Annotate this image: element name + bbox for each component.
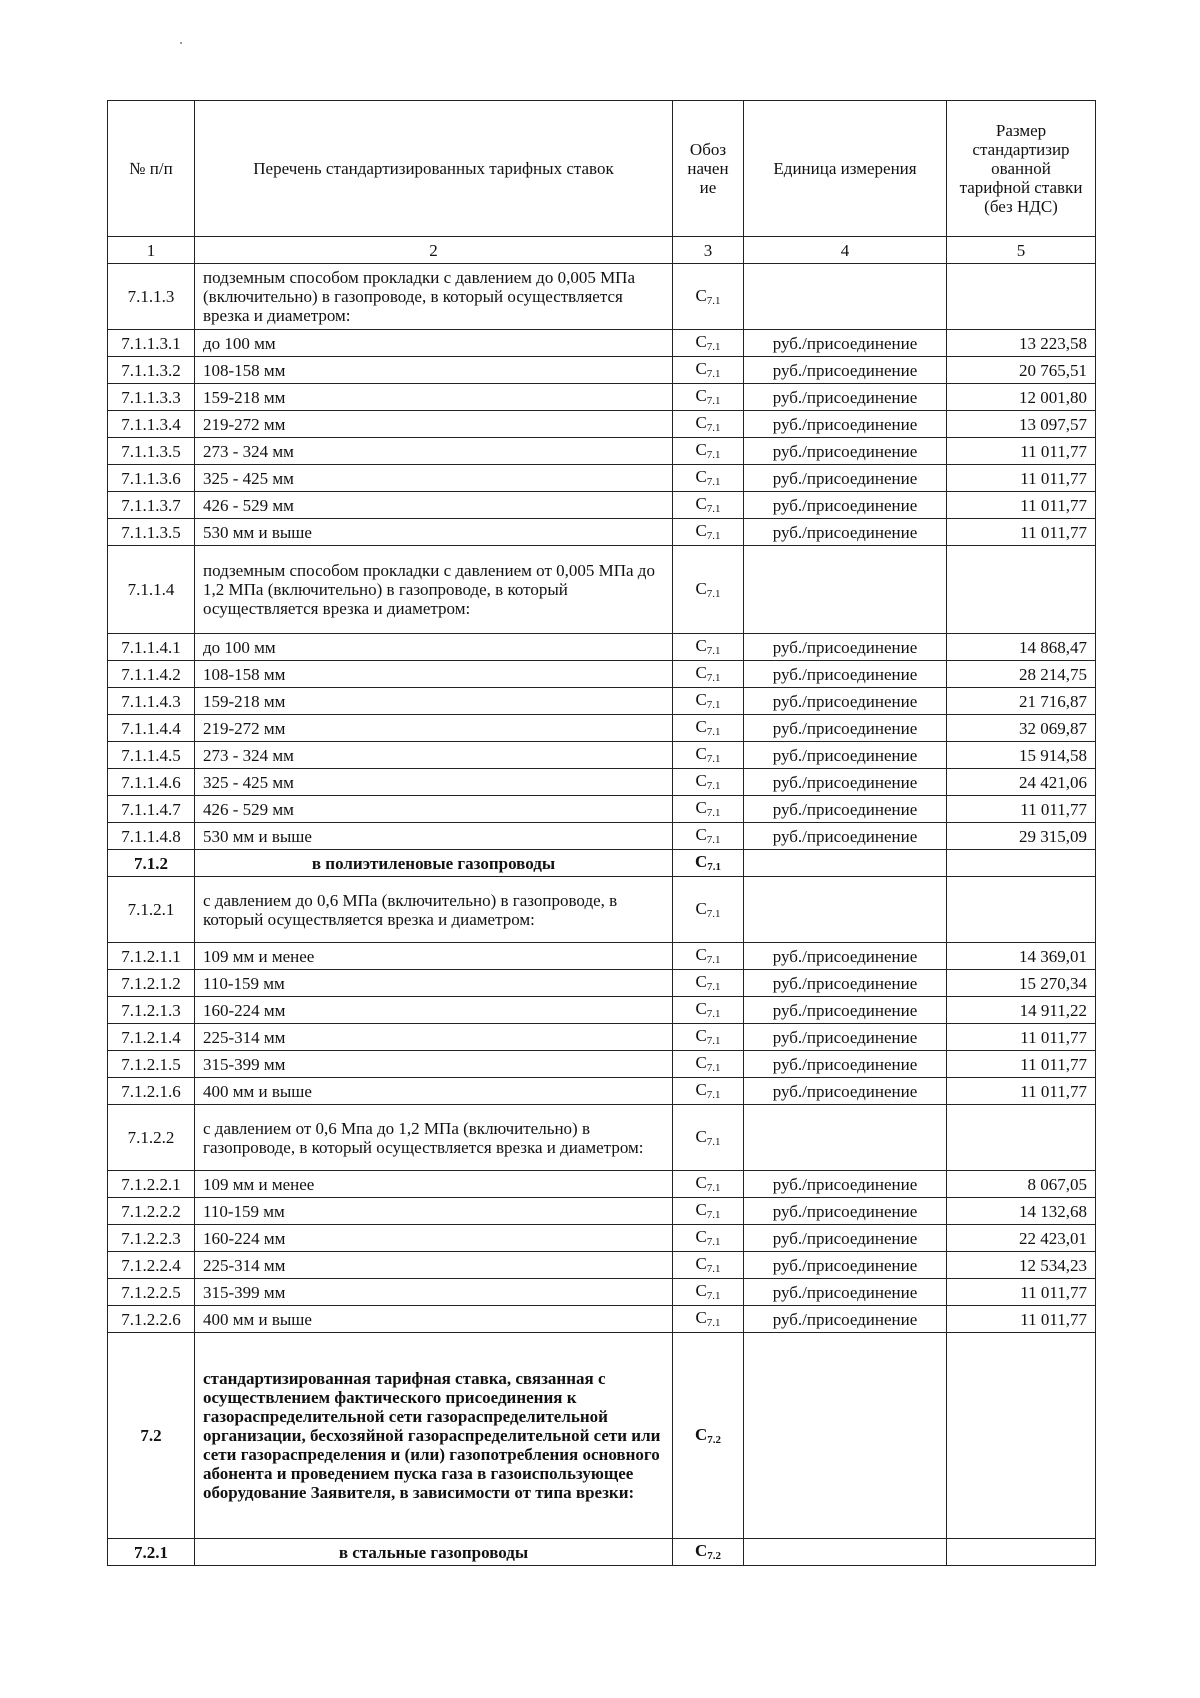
designation-symbol: С (695, 1080, 707, 1099)
row-number: 7.1.2 (108, 850, 195, 877)
row-description: 315-399 мм (195, 1279, 673, 1306)
row-unit: руб./присоединение (744, 411, 947, 438)
row-rate-value: 11 011,77 (947, 492, 1096, 519)
designation-symbol: С (695, 999, 707, 1018)
designation-subscript: 7.1 (706, 672, 721, 684)
designation-symbol: С (695, 386, 707, 405)
row-number: 7.1.1.4.6 (108, 769, 195, 796)
row-rate-value: 11 011,77 (947, 438, 1096, 465)
row-rate-value: 11 011,77 (947, 1279, 1096, 1306)
row-unit (744, 850, 947, 877)
row-designation (673, 438, 744, 465)
row-description: 400 мм и выше (195, 1078, 673, 1105)
scan-speck (180, 42, 182, 44)
row-designation (673, 411, 744, 438)
designation-symbol: С (695, 690, 707, 709)
designation-subscript: 7.1 (706, 1135, 721, 1148)
table-row (108, 546, 1096, 634)
row-unit: руб./присоединение (744, 357, 947, 384)
row-designation (673, 688, 744, 715)
row-number: 7.1.2.1.6 (108, 1078, 195, 1105)
designation-symbol: С (695, 1308, 707, 1327)
row-unit: руб./присоединение (744, 1279, 947, 1306)
row-description: 225-314 мм (195, 1252, 673, 1279)
designation-subscript: 7.1 (706, 1182, 721, 1194)
row-description: 426 - 529 мм (195, 492, 673, 519)
row-designation (673, 850, 744, 877)
table-row (108, 1306, 1096, 1333)
designation-symbol: С (695, 1281, 707, 1300)
row-unit: руб./присоединение (744, 1078, 947, 1105)
designation-symbol: С (695, 945, 707, 964)
designation-subscript: 7.1 (706, 341, 721, 353)
table-row (108, 1078, 1096, 1105)
row-rate-value: 29 315,09 (947, 823, 1096, 850)
row-number: 7.1.2.1 (108, 877, 195, 943)
designation-subscript: 7.1 (706, 1062, 721, 1074)
row-rate-value: 14 132,68 (947, 1198, 1096, 1225)
row-description: подземным способом прокладки с давлением до 0,005 МПа (включительно) в газопроводе, в который осуществляется врезка и диаметром: (195, 264, 673, 330)
designation-subscript: 7.1 (706, 422, 721, 434)
designation-subscript: 7.1 (706, 503, 721, 515)
designation-symbol: С (695, 898, 707, 918)
column-number-5: 5 (947, 237, 1096, 264)
row-designation (673, 742, 744, 769)
designation-subscript: 7.1 (706, 780, 721, 792)
table-row (108, 796, 1096, 823)
table-row (108, 688, 1096, 715)
row-unit: руб./присоединение (744, 742, 947, 769)
row-rate-value: 15 914,58 (947, 742, 1096, 769)
designation-symbol: С (695, 771, 707, 790)
row-unit (744, 546, 947, 634)
row-number: 7.1.1.3.1 (108, 330, 195, 357)
table-row (108, 465, 1096, 492)
row-designation (673, 1171, 744, 1198)
row-number: 7.1.1.4.1 (108, 634, 195, 661)
row-description: 109 мм и менее (195, 1171, 673, 1198)
table-row (108, 823, 1096, 850)
table-row (108, 1024, 1096, 1051)
table-row (108, 492, 1096, 519)
row-number: 7.1.1.3.6 (108, 465, 195, 492)
row-description: 273 - 324 мм (195, 438, 673, 465)
row-description: в стальные газопроводы (195, 1539, 673, 1566)
table-row (108, 877, 1096, 943)
row-designation (673, 264, 744, 330)
row-unit: руб./присоединение (744, 330, 947, 357)
row-rate-value: 28 214,75 (947, 661, 1096, 688)
designation-subscript: 7.1 (706, 954, 721, 966)
row-rate-value (947, 264, 1096, 330)
designation-subscript: 7.1 (706, 476, 721, 488)
row-rate-value: 11 011,77 (947, 465, 1096, 492)
table-row (108, 357, 1096, 384)
row-number: 7.1.2.1.4 (108, 1024, 195, 1051)
table-row (108, 943, 1096, 970)
designation-subscript: 7.1 (706, 587, 721, 600)
column-number-2: 2 (195, 237, 673, 264)
row-rate-value: 11 011,77 (947, 519, 1096, 546)
table-row (108, 1105, 1096, 1171)
table-row (108, 1333, 1096, 1539)
row-unit (744, 264, 947, 330)
table-row (108, 1225, 1096, 1252)
row-number: 7.1.2.2.3 (108, 1225, 195, 1252)
row-rate-value: 20 765,51 (947, 357, 1096, 384)
row-designation (673, 997, 744, 1024)
designation-symbol: С (695, 717, 707, 736)
row-number: 7.1.1.3.7 (108, 492, 195, 519)
header-number: № п/п (108, 101, 195, 237)
designation-subscript: 7.1 (706, 1089, 721, 1101)
row-designation (673, 519, 744, 546)
row-designation (673, 1306, 744, 1333)
row-description: 325 - 425 мм (195, 769, 673, 796)
designation-subscript: 7.2 (707, 1550, 722, 1562)
row-designation (673, 943, 744, 970)
table-row (108, 330, 1096, 357)
designation-symbol: С (694, 1541, 708, 1560)
row-rate-value (947, 877, 1096, 943)
row-description: подземным способом прокладки с давлением от 0,005 МПа до 1,2 МПа (включительно) в газопроводе, в который осуществляется врезка и диаметром: (195, 546, 673, 634)
row-unit: руб./присоединение (744, 796, 947, 823)
row-designation (673, 970, 744, 997)
designation-subscript: 7.1 (707, 861, 722, 873)
header-rates-list: Перечень стандартизированных тарифных ставок (195, 101, 673, 237)
row-number: 7.1.2.1.5 (108, 1051, 195, 1078)
row-designation (673, 769, 744, 796)
row-unit: руб./присоединение (744, 1198, 947, 1225)
designation-subscript: 7.1 (706, 1236, 721, 1248)
row-unit: руб./присоединение (744, 1306, 947, 1333)
row-number: 7.1.1.4.5 (108, 742, 195, 769)
row-designation (673, 823, 744, 850)
designation-subscript: 7.1 (706, 1008, 721, 1020)
row-number: 7.1.1.4.2 (108, 661, 195, 688)
row-rate-value: 15 270,34 (947, 970, 1096, 997)
row-unit (744, 1539, 947, 1566)
designation-symbol: С (695, 825, 707, 844)
row-rate-value: 8 067,05 (947, 1171, 1096, 1198)
designation-symbol: С (694, 1424, 708, 1444)
row-rate-value: 13 097,57 (947, 411, 1096, 438)
row-rate-value: 11 011,77 (947, 1306, 1096, 1333)
designation-subscript: 7.1 (706, 449, 721, 461)
designation-symbol: С (695, 798, 707, 817)
row-rate-value: 21 716,87 (947, 688, 1096, 715)
table-row (108, 1279, 1096, 1306)
row-number: 7.1.2.2.2 (108, 1198, 195, 1225)
designation-subscript: 7.1 (706, 395, 721, 407)
designation-subscript: 7.1 (706, 1290, 721, 1302)
row-unit: руб./присоединение (744, 492, 947, 519)
row-number: 7.2 (108, 1333, 195, 1539)
row-designation (673, 1051, 744, 1078)
row-rate-value: 11 011,77 (947, 1024, 1096, 1051)
designation-subscript: 7.1 (706, 753, 721, 765)
designation-symbol: С (695, 972, 707, 991)
header-designation: Обоз начен ие (673, 101, 744, 237)
row-description: 426 - 529 мм (195, 796, 673, 823)
row-unit: руб./присоединение (744, 1171, 947, 1198)
row-rate-value: 14 369,01 (947, 943, 1096, 970)
table-row (108, 1252, 1096, 1279)
designation-subscript: 7.1 (706, 1209, 721, 1221)
table-row (108, 715, 1096, 742)
row-description: 110-159 мм (195, 970, 673, 997)
row-unit: руб./присоединение (744, 823, 947, 850)
row-rate-value: 12 534,23 (947, 1252, 1096, 1279)
column-number-3: 3 (673, 237, 744, 264)
row-number: 7.2.1 (108, 1539, 195, 1566)
row-unit: руб./присоединение (744, 970, 947, 997)
row-number: 7.1.1.4.4 (108, 715, 195, 742)
row-number: 7.1.2.2.5 (108, 1279, 195, 1306)
row-description: с давлением до 0,6 МПа (включительно) в газопроводе, в который осуществляется врезка и диаметром: (195, 877, 673, 943)
designation-symbol: С (695, 521, 707, 540)
row-rate-value: 32 069,87 (947, 715, 1096, 742)
row-unit (744, 877, 947, 943)
table-row (108, 1051, 1096, 1078)
row-designation (673, 661, 744, 688)
row-designation (673, 715, 744, 742)
designation-symbol: С (695, 413, 707, 432)
row-rate-value (947, 1539, 1096, 1566)
row-rate-value (947, 850, 1096, 877)
designation-symbol: С (695, 467, 707, 486)
row-number: 7.1.1.3.5 (108, 438, 195, 465)
row-number: 7.1.2.2.4 (108, 1252, 195, 1279)
row-unit: руб./присоединение (744, 943, 947, 970)
row-unit: руб./присоединение (744, 634, 947, 661)
designation-subscript: 7.1 (706, 907, 721, 920)
row-unit (744, 1333, 947, 1539)
row-unit: руб./присоединение (744, 769, 947, 796)
row-description: до 100 мм (195, 330, 673, 357)
row-designation (673, 384, 744, 411)
designation-subscript: 7.1 (706, 699, 721, 711)
row-description: 530 мм и выше (195, 823, 673, 850)
row-description: 159-218 мм (195, 688, 673, 715)
row-rate-value: 14 911,22 (947, 997, 1096, 1024)
table-header-row (108, 101, 1096, 237)
designation-symbol: С (695, 1026, 707, 1045)
row-designation (673, 492, 744, 519)
row-unit: руб./присоединение (744, 997, 947, 1024)
table-row (108, 661, 1096, 688)
row-designation (673, 1198, 744, 1225)
row-rate-value (947, 546, 1096, 634)
table-row (108, 264, 1096, 330)
row-designation (673, 330, 744, 357)
row-description: стандартизированная тарифная ставка, связанная с осуществлением фактического присоединения к газораспределительной сети газораспределительной организации, бесхозяйной газораспределительной сети или сети газораспределения и (или) газопотребления основного абонента и проведением пуска газа в газоиспользующее оборудование Заявителя, в зависимости от типа врезки: (195, 1333, 673, 1539)
designation-subscript: 7.1 (706, 530, 721, 542)
designation-symbol: С (695, 285, 707, 305)
row-rate-value: 11 011,77 (947, 1051, 1096, 1078)
row-designation (673, 546, 744, 634)
row-designation (673, 1225, 744, 1252)
row-unit: руб./присоединение (744, 384, 947, 411)
row-number: 7.1.1.4 (108, 546, 195, 634)
row-number: 7.1.2.2.1 (108, 1171, 195, 1198)
designation-symbol: С (695, 440, 707, 459)
header-unit: Единица измерения (744, 101, 947, 237)
row-designation (673, 877, 744, 943)
row-unit: руб./присоединение (744, 1024, 947, 1051)
row-rate-value: 12 001,80 (947, 384, 1096, 411)
row-description: 273 - 324 мм (195, 742, 673, 769)
row-number: 7.1.1.3.3 (108, 384, 195, 411)
table-row (108, 769, 1096, 796)
table-row (108, 1171, 1096, 1198)
designation-symbol: С (695, 1254, 707, 1273)
row-number: 7.1.1.4.3 (108, 688, 195, 715)
row-description: 160-224 мм (195, 1225, 673, 1252)
row-rate-value (947, 1333, 1096, 1539)
column-number-4: 4 (744, 237, 947, 264)
row-description: 400 мм и выше (195, 1306, 673, 1333)
table-row (108, 850, 1096, 877)
row-number: 7.1.1.4.8 (108, 823, 195, 850)
row-description: 530 мм и выше (195, 519, 673, 546)
row-number: 7.1.2.1.1 (108, 943, 195, 970)
tariff-table (107, 100, 1096, 1566)
header-rate-size: Размер стандартизир ованной тарифной ставки (без НДС) (947, 101, 1096, 237)
row-designation (673, 1333, 744, 1539)
row-unit: руб./присоединение (744, 1051, 947, 1078)
designation-symbol: С (695, 332, 707, 351)
row-unit (744, 1105, 947, 1171)
row-rate-value: 14 868,47 (947, 634, 1096, 661)
designation-subscript: 7.1 (706, 368, 721, 380)
designation-symbol: С (695, 1227, 707, 1246)
row-description: 109 мм и менее (195, 943, 673, 970)
table-body (108, 264, 1096, 1566)
row-description: 160-224 мм (195, 997, 673, 1024)
row-unit: руб./присоединение (744, 465, 947, 492)
row-description: 315-399 мм (195, 1051, 673, 1078)
row-unit: руб./присоединение (744, 715, 947, 742)
row-number: 7.1.1.3.4 (108, 411, 195, 438)
designation-subscript: 7.1 (706, 645, 721, 657)
row-rate-value: 24 421,06 (947, 769, 1096, 796)
row-designation (673, 1252, 744, 1279)
row-rate-value: 22 423,01 (947, 1225, 1096, 1252)
row-number: 7.1.2.1.2 (108, 970, 195, 997)
designation-symbol: С (695, 578, 707, 598)
row-description: с давлением от 0,6 Мпа до 1,2 МПа (включительно) в газопроводе, в который осуществляется врезка и диаметром: (195, 1105, 673, 1171)
table-row (108, 1198, 1096, 1225)
designation-symbol: С (695, 1126, 707, 1146)
table-row (108, 970, 1096, 997)
designation-subscript: 7.1 (706, 1263, 721, 1275)
table-row (108, 634, 1096, 661)
table-row (108, 997, 1096, 1024)
table-row (108, 411, 1096, 438)
designation-subscript: 7.2 (707, 1433, 722, 1446)
row-unit: руб./присоединение (744, 688, 947, 715)
designation-subscript: 7.1 (706, 1317, 721, 1329)
designation-symbol: С (695, 1173, 707, 1192)
table-row (108, 384, 1096, 411)
designation-symbol: С (695, 359, 707, 378)
row-unit: руб./присоединение (744, 519, 947, 546)
row-unit: руб./присоединение (744, 438, 947, 465)
row-designation (673, 1539, 744, 1566)
row-number: 7.1.1.3 (108, 264, 195, 330)
row-designation (673, 1024, 744, 1051)
row-rate-value: 11 011,77 (947, 796, 1096, 823)
designation-symbol: С (695, 494, 707, 513)
row-designation (673, 465, 744, 492)
row-designation (673, 1279, 744, 1306)
row-rate-value: 13 223,58 (947, 330, 1096, 357)
row-description: в полиэтиленовые газопроводы (195, 850, 673, 877)
row-number: 7.1.1.3.5 (108, 519, 195, 546)
row-description: до 100 мм (195, 634, 673, 661)
row-description: 108-158 мм (195, 357, 673, 384)
designation-subscript: 7.1 (706, 726, 721, 738)
table-row (108, 742, 1096, 769)
row-number: 7.1.2.1.3 (108, 997, 195, 1024)
row-rate-value (947, 1105, 1096, 1171)
table-row (108, 438, 1096, 465)
row-number: 7.1.2.2.6 (108, 1306, 195, 1333)
row-unit: руб./присоединение (744, 1225, 947, 1252)
row-designation (673, 1078, 744, 1105)
designation-symbol: С (695, 636, 707, 655)
designation-subscript: 7.1 (706, 294, 721, 307)
row-description: 159-218 мм (195, 384, 673, 411)
row-number: 7.1.2.2 (108, 1105, 195, 1171)
designation-symbol: С (695, 744, 707, 763)
designation-subscript: 7.1 (706, 807, 721, 819)
row-designation (673, 357, 744, 384)
designation-subscript: 7.1 (706, 1035, 721, 1047)
designation-symbol: С (695, 663, 707, 682)
row-designation (673, 1105, 744, 1171)
table-row (108, 1539, 1096, 1566)
designation-subscript: 7.1 (706, 981, 721, 993)
row-description: 219-272 мм (195, 715, 673, 742)
designation-symbol: С (695, 1053, 707, 1072)
row-description: 225-314 мм (195, 1024, 673, 1051)
row-rate-value: 11 011,77 (947, 1078, 1096, 1105)
row-designation (673, 634, 744, 661)
designation-symbol: С (694, 852, 708, 871)
row-description: 325 - 425 мм (195, 465, 673, 492)
row-number: 7.1.1.4.7 (108, 796, 195, 823)
row-description: 219-272 мм (195, 411, 673, 438)
row-description: 108-158 мм (195, 661, 673, 688)
row-unit: руб./присоединение (744, 1252, 947, 1279)
row-unit: руб./присоединение (744, 661, 947, 688)
column-number-1: 1 (108, 237, 195, 264)
row-number: 7.1.1.3.2 (108, 357, 195, 384)
column-numbers-row (108, 237, 1096, 264)
row-designation (673, 796, 744, 823)
row-description: 110-159 мм (195, 1198, 673, 1225)
designation-symbol: С (695, 1200, 707, 1219)
table-row (108, 519, 1096, 546)
designation-subscript: 7.1 (706, 834, 721, 846)
